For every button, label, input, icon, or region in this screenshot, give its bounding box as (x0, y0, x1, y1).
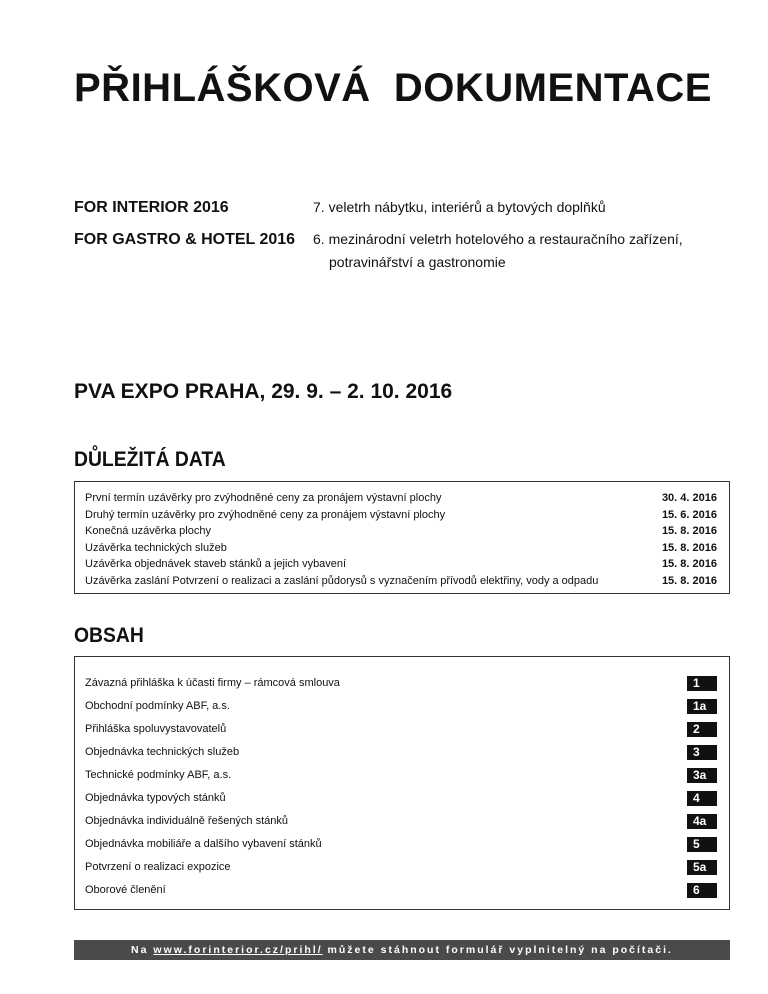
contents-item-label: Objednávka mobiliáře a dalšího vybavení stánků (85, 838, 322, 850)
contents-item[interactable] (85, 671, 717, 695)
date-value: 15. 8. 2016 (661, 558, 717, 571)
contents-item-label: Objednávka technických služeb (85, 746, 240, 758)
date-value: 15. 8. 2016 (661, 574, 717, 587)
contents-item[interactable] (85, 786, 717, 810)
contents-item-label: Technické podmínky ABF, a.s. (85, 769, 232, 781)
important-dates-table (74, 481, 730, 594)
date-label: Uzávěrka zaslání Potvrzení o realizaci a zaslání půdorysů s vyznačením přívodů elektřiny, vody a odpadu (85, 574, 599, 587)
important-dates-heading: DŮLEŽITÁ DATA (74, 448, 226, 471)
contents-item-label: Závazná přihláška k účasti firmy – rámcová smlouva (85, 677, 340, 689)
date-value: 15. 6. 2016 (661, 508, 717, 521)
banner-suffix: můžete stáhnout formulář vyplnitelný na počítači. (327, 944, 673, 956)
contents-item[interactable] (85, 717, 717, 741)
date-label: Konečná uzávěrka plochy (85, 525, 211, 538)
page-title: PŘIHLÁŠKOVÁ DOKUMENTACE (74, 66, 712, 110)
date-label: Uzávěrka objednávek staveb stánků a jejich vybavení (85, 558, 347, 571)
date-value: 30. 4. 2016 (661, 492, 717, 505)
contents-item-number: 4a (687, 814, 717, 829)
fair-desc-line: 6. mezinárodní veletrh hotelového a restauračního zařízení, (313, 231, 683, 247)
contents-item[interactable] (85, 763, 717, 787)
date-row (85, 573, 717, 590)
contents-item-number: 6 (687, 883, 717, 898)
fair-desc-line: potravinářství a gastronomie (329, 254, 506, 270)
contents-item[interactable] (85, 855, 717, 879)
fair-desc-interior (313, 196, 606, 219)
fair-desc-line: 7. veletrh nábytku, interiérů a bytových doplňků (313, 199, 606, 215)
contents-item-label: Přihláška spoluvystavovatelů (85, 723, 227, 735)
fair-desc-gastro (313, 228, 683, 274)
contents-item[interactable] (85, 694, 717, 718)
date-row (85, 540, 717, 557)
contents-item-label: Oborové členění (85, 884, 166, 896)
contents-item-label: Obchodní podmínky ABF, a.s. (85, 700, 230, 712)
contents-item-label: Potvrzení o realizaci expozice (85, 861, 231, 873)
contents-table (74, 656, 730, 910)
date-value: 15. 8. 2016 (661, 541, 717, 554)
fair-name-interior: FOR INTERIOR 2016 (74, 199, 229, 216)
date-value: 15. 8. 2016 (661, 525, 717, 538)
date-row (85, 523, 717, 540)
venue-heading: PVA EXPO PRAHA, 29. 9. – 2. 10. 2016 (74, 380, 453, 403)
contents-item-number: 5a (687, 860, 717, 875)
date-row (85, 507, 717, 524)
contents-item[interactable] (85, 809, 717, 833)
download-link[interactable]: www.forinterior.cz/prihl/ (153, 944, 323, 956)
contents-item-number: 2 (687, 722, 717, 737)
date-label: Druhý termín uzávěrky pro zvýhodněné ceny za pronájem výstavní plochy (85, 508, 446, 521)
contents-item[interactable] (85, 832, 717, 856)
date-row (85, 556, 717, 573)
date-label: První termín uzávěrky pro zvýhodněné ceny za pronájem výstavní plochy (85, 492, 442, 505)
contents-item[interactable] (85, 878, 717, 902)
banner-prefix: Na (131, 944, 149, 956)
fair-name-gastro: FOR GASTRO & HOTEL 2016 (74, 231, 296, 248)
download-banner (74, 940, 730, 960)
contents-item-number: 3a (687, 768, 717, 783)
contents-item-label: Objednávka typových stánků (85, 792, 226, 804)
date-row (85, 490, 717, 507)
contents-item-number: 3 (687, 745, 717, 760)
date-label: Uzávěrka technických služeb (85, 541, 227, 554)
contents-item-number: 1 (687, 676, 717, 691)
contents-item[interactable] (85, 740, 717, 764)
contents-item-label: Objednávka individuálně řešených stánků (85, 815, 289, 827)
contents-item-number: 5 (687, 837, 717, 852)
contents-item-number: 4 (687, 791, 717, 806)
contents-item-number: 1a (687, 699, 717, 714)
contents-heading: OBSAH (74, 624, 144, 647)
